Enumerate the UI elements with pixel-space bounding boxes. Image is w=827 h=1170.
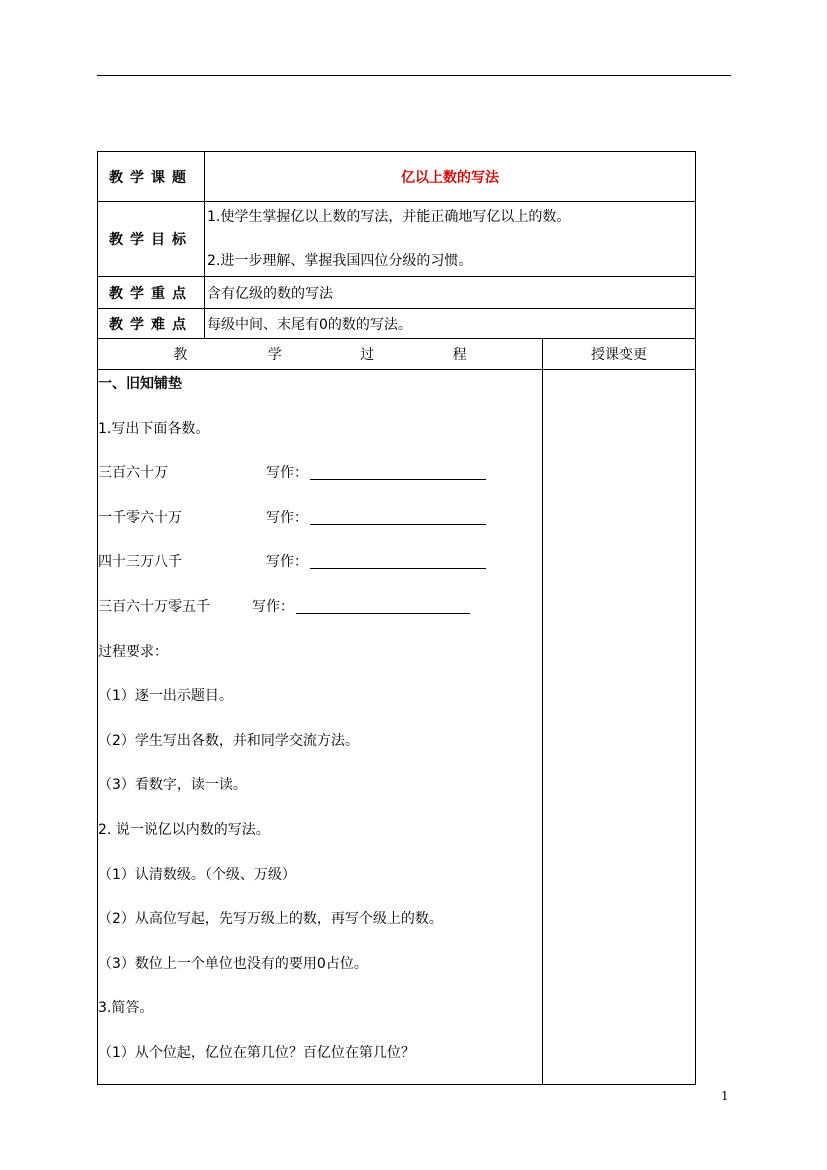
process-body xyxy=(98,370,543,1085)
write-label: 写作： xyxy=(252,598,294,615)
write-label: 写作： xyxy=(266,554,308,571)
key-point-text: 含有亿级的数的写法 xyxy=(205,277,696,309)
process-body-row xyxy=(98,370,696,1085)
topic-title: 亿以上数的写法 xyxy=(205,152,696,202)
question-3-item: （1）从个位起，亿位在第几位？百亿位在第几位？ xyxy=(98,1044,415,1061)
change-header: 授课变更 xyxy=(543,339,696,370)
question-2-item: （3）数位上一个单位也没有的要用0占位。 xyxy=(98,955,368,972)
topic-row xyxy=(98,152,696,202)
lesson-plan-table xyxy=(97,151,696,1085)
key-point-label: 教学重点 xyxy=(98,277,205,309)
key-point-row xyxy=(98,277,696,309)
write-item xyxy=(98,593,542,638)
write-item xyxy=(98,459,542,504)
topic-label: 教学课题 xyxy=(98,152,205,202)
process-header xyxy=(98,339,543,370)
goal-cell xyxy=(205,202,696,277)
difficulty-label: 教学难点 xyxy=(98,309,205,339)
write-label: 写作： xyxy=(266,465,308,482)
write-label: 写作： xyxy=(266,509,308,526)
requirement-item: （3）看数字，读一读。 xyxy=(98,777,247,794)
requirement-item: （2）学生写出各数，并和同学交流方法。 xyxy=(98,732,359,749)
requirements-title: 过程要求： xyxy=(98,643,168,660)
write-number: 四十三万八千 xyxy=(98,554,182,571)
goal-row xyxy=(98,202,696,277)
answer-blank[interactable] xyxy=(310,504,486,525)
requirement-item: （1）逐一出示题目。 xyxy=(98,688,233,705)
question-1: 1.写出下面各数。 xyxy=(98,420,210,437)
write-item xyxy=(98,548,542,593)
answer-blank[interactable] xyxy=(296,593,470,614)
difficulty-row xyxy=(98,309,696,339)
change-notes-cell xyxy=(543,370,696,1085)
write-number: 三百六十万零五千 xyxy=(98,598,210,615)
goal-item-1: 1.使学生掌握亿以上数的写法，并能正确地写亿以上的数。 xyxy=(207,209,571,225)
write-item xyxy=(98,504,542,549)
question-2-item: （2）从高位写起，先写万级上的数，再写个级上的数。 xyxy=(98,911,443,928)
difficulty-text: 每级中间、末尾有0的数的写法。 xyxy=(205,309,696,339)
answer-blank[interactable] xyxy=(310,459,486,480)
question-2: 2. 说一说亿以内数的写法。 xyxy=(98,821,270,838)
process-header-row xyxy=(98,339,696,370)
question-2-item: （1）认清数级。（个级、万级） xyxy=(98,866,296,883)
process-header-char-1: 教 xyxy=(173,347,188,363)
process-header-char-3: 过 xyxy=(360,347,375,363)
page-number: 1 xyxy=(721,1089,729,1103)
goal-label: 教学目标 xyxy=(98,202,205,277)
write-number: 一千零六十万 xyxy=(98,509,182,526)
answer-blank[interactable] xyxy=(310,548,486,569)
header-rule xyxy=(97,75,731,76)
question-3: 3.简答。 xyxy=(98,1000,154,1017)
process-header-char-2: 学 xyxy=(267,347,282,363)
goal-item-2: 2.进一步理解、掌握我国四位分级的习惯。 xyxy=(207,253,473,269)
process-header-char-4: 程 xyxy=(452,347,467,363)
write-number: 三百六十万 xyxy=(98,465,168,482)
section-heading: 一、旧知铺垫 xyxy=(98,376,182,392)
